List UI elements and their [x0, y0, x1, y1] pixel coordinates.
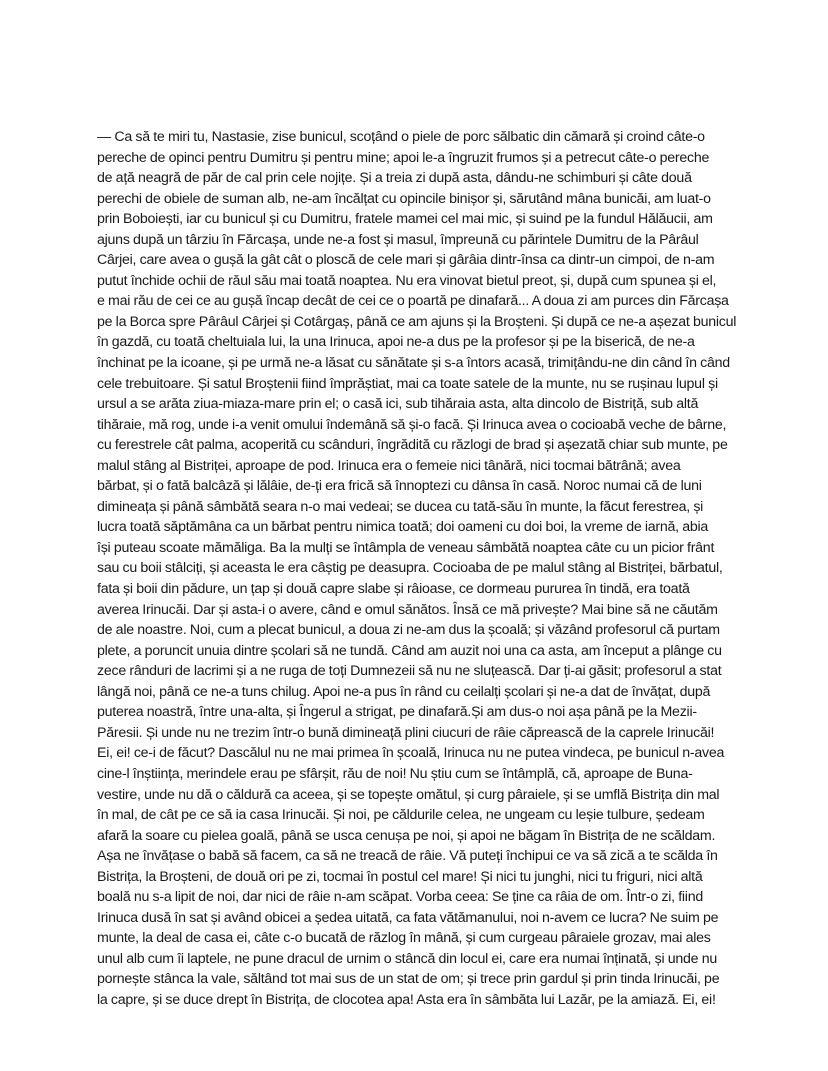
text-line: afară la soare cu pielea goală, până se usca cenușa pe noi, și apoi ne băgam în Bistrița de ne scăldam.	[97, 827, 716, 844]
text-line: pe la Borca spre Pârâul Cârjei și Cotârgaș, până ce am ajuns și la Broșteni. Și după ce ne-a așezat bunicul	[97, 313, 737, 330]
text-line: cele trebuitoare. Și satul Broștenii fiind împrăștiat, mai ca toate satele de la munte, nu se rușinau lupul și	[97, 375, 718, 392]
text-line: cine-l înștiința, merindele erau pe sfârșit, rău de noi! Nu știu cum se întâmplă, că, aproape de Buna-	[97, 765, 693, 782]
text-line: averea Irinucăi. Dar și asta-i o avere, când e omul sănătos. Însă ce mă privește? Mai bine să ne căutăm	[97, 601, 718, 618]
text-line: munte, la deal de casa ei, câte c-o bucată de răzlog în mână, și cum curgeau pâraiele grozav, mai ales	[97, 930, 711, 947]
text-line: — Ca să te miri tu, Nastasie, zise bunicul, scoțând o piele de porc sălbatic din cămară și croind câte-o	[97, 129, 705, 145]
text-line: lângă noi, până ce ne-a tuns chilug. Apoi ne-a pus în rând cu ceilalți școlari și ne-a dat de învățat, după	[97, 683, 711, 700]
text-line: își puteau scoate mămăliga. Ba la mulți se întâmpla de veneau sâmbătă noaptea câte cu un picior frânt	[97, 539, 715, 556]
text-line: pereche de opinci pentru Dumitru și pentru mine; apoi le-a îngruzit frumos și a petrecut câte-o pereche	[97, 149, 710, 166]
text-line: de ale noastre. Noi, cum a plecat bunicul, a doua zi ne-am dus la școală; și văzând profesorul că purtam	[97, 622, 720, 639]
text-line: închinat pe la icoane, și pe urmă ne-a lăsat cu sănătate și s-a întors acasă, trimițându-ne din când în când	[97, 355, 730, 372]
text-line: puterea noastră, între una-alta, și Îngerul a strigat, pe dinafară.Și am dus-o noi așa până pe la Mezii-	[97, 704, 697, 721]
text-line: dimineața și până sâmbătă seara n-o mai vedeai; se ducea cu tată-său în munte, la făcut ferestrea, și	[97, 498, 704, 515]
text-line: sau cu boii stâlciți, și aceasta le era câștig pe deasupra. Cocioaba de pe malul stâng al Bistriței, bărbatul,	[97, 560, 723, 577]
text-line: boală nu s-a lipit de noi, dar nici de râie n-am scăpat. Vorba ceea: Se ține ca râia de om. Într-o zi, fiind	[97, 889, 703, 906]
text-line: Irinuca dusă în sat și având obicei a ședea uitată, ca fata vătămanului, noi n-avem ce lucra? Ne suim pe	[97, 909, 719, 926]
text-line: ursul a se arăta ziua-miaza-mare prin el; o casă ici, sub tihăraia asta, alta dincolo de Bistriță, sub altă	[97, 396, 699, 413]
text-line: plete, a poruncit unuia dintre școlari să ne tundă. Când am auzit noi una ca asta, am început a plânge cu	[97, 642, 722, 659]
body-paragraph	[97, 127, 757, 1011]
text-line: lucra toată săptămâna ca un bărbat pentru nimica toată; doi oameni cu doi boi, la vreme de iarnă, abia	[97, 519, 709, 536]
text-line: Așa ne învățase o babă să facem, ca să ne treacă de râie. Vă puteți închipui ce va să zică a te scălda în	[97, 848, 718, 865]
text-line: la capre, și se duce drept în Bistrița, de clocotea apa! Asta era în sâmbăta lui Lazăr, pe la amiază. Ei, ei!	[97, 991, 716, 1008]
text-line: vestire, unde nu dă o căldură ca aceea, și se topește omătul, și curg pâraiele, și se umflă Bistrița din mal	[97, 786, 720, 803]
text-line: Cârjei, care avea o gușă la gât cât o ploscă de cele mari și gârâia dintr-însa ca dintr-un cimpoi, de n-am	[97, 252, 715, 269]
text-line: Bistrița, la Broșteni, de două ori pe zi, tocmai în postul cel mare! Și nici tu junghi, nici tu friguri, nici altă	[97, 868, 703, 885]
text-line: fata și boii din pădure, un țap și două capre slabe și râioase, ce dormeau pururea în tindă, era toată	[97, 581, 690, 598]
text-line: pornește stânca la vale, săltând tot mai sus de un stat de om; și trece prin gardul și prin tinda Irinucăi, pe	[97, 971, 720, 988]
text-line: cu ferestrele cât palma, acoperită cu scânduri, îngrădită cu răzlogi de brad și așezată chiar sub munte, pe	[97, 437, 728, 454]
text-line: bărbat, și o fată balcâză și lălâie, de-ți era frică să înnoptezi cu dânsa în casă. Noroc numai că de luni	[97, 478, 702, 495]
text-line: zece rânduri de lacrimi și a ne ruga de toți Dumnezeii să nu ne sluțească. Dar ți-ai găsit; profesorul a stat	[97, 663, 722, 680]
text-line: prin Boboiești, iar cu bunicul și cu Dumitru, fratele mamei cel mai mic, și suind pe la fundul Hălăucii, am	[97, 211, 713, 228]
text-line: Ei, ei! ce-i de făcut? Dascălul nu ne mai primea în școală, Irinuca nu ne putea vindeca, pe bunicul n-avea	[97, 745, 725, 762]
text-line: tihăraie, mă rog, unde i-a venit omului îndemână să și-o facă. Și Irinuca avea o cocioabă veche de bârne,	[97, 416, 727, 433]
text-line: e mai rău de cei ce au gușă încap decât de cei ce o poartă pe dinafară... A doua zi am purces din Fărcașa	[97, 293, 729, 310]
text-line: ajuns după un târziu în Fărcașa, unde ne-a fost și masul, împreună cu părintele Dumitru de la Pârâul	[97, 231, 699, 248]
text-line: Păresii. Și unde nu ne trezim într-o bună dimineață plini ciucuri de râie căprească de la caprele Irinucăi!	[97, 724, 715, 741]
text-line: în gazdă, cu toată cheltuiala lui, la una Irinuca, apoi ne-a dus pe la profesor și pe la biserică, de ne-a	[97, 334, 695, 351]
text-line: malul stâng al Bistriței, aproape de pod. Irinuca era o femeie nici tânără, nici tocmai bătrână; avea	[97, 457, 681, 474]
text-line: unul alb cum îi laptele, ne pune dracul de urnim o stâncă din locul ei, care era numai înținată, și unde nu	[97, 950, 717, 967]
text-line: putut închide ochii de răul său mai toată noaptea. Nu era vinovat bietul preot, și, după cum spunea și el,	[97, 272, 717, 289]
text-line: perechi de obiele de suman alb, ne-am încălțat cu opincile binișor și, sărutând mâna bunicăi, am luat-o	[97, 190, 711, 207]
text-line: în mal, de cât pe ce să ia casa Irinucăi. Și noi, pe căldurile celea, ne ungeam cu leșie tulbure, ședeam	[97, 807, 705, 824]
text-line: de ață neagră de păr de cal prin cele nojițe. Și a treia zi după asta, dându-ne schimburi și câte două	[97, 170, 692, 187]
